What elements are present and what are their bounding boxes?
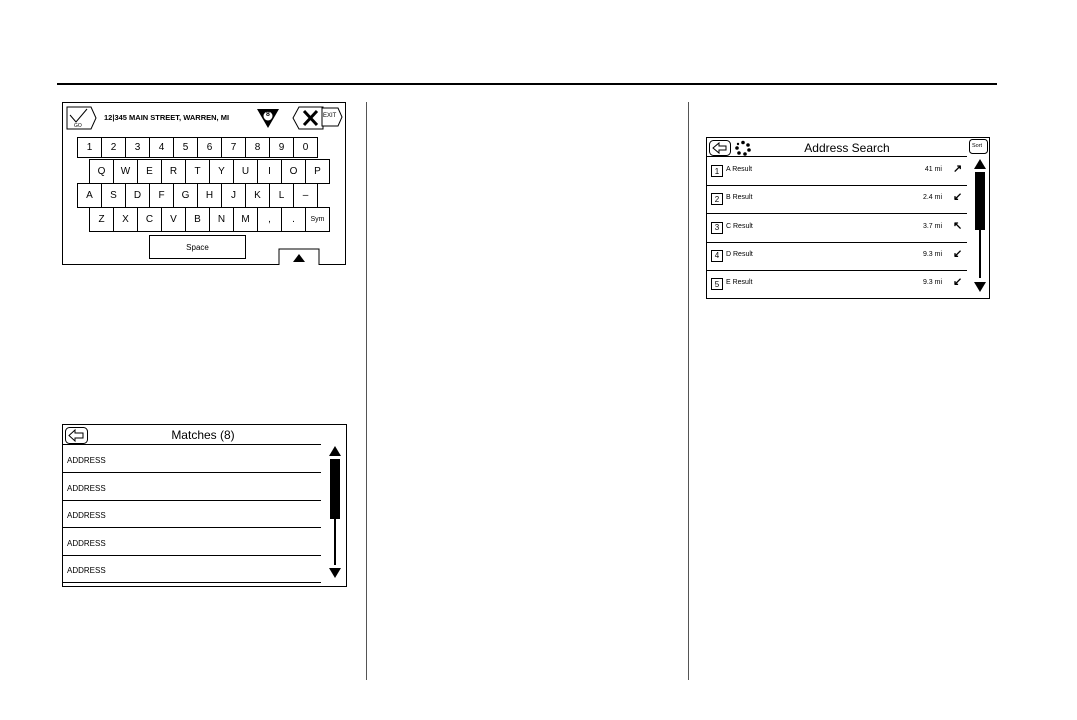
result-distance: 9.3 mi [922, 279, 942, 287]
exit-label: EXIT [323, 113, 337, 119]
result-distance: 9.3 mi [922, 250, 942, 258]
key-0[interactable]: 0 [293, 137, 318, 158]
key-s[interactable]: S [101, 183, 126, 208]
result-number: 5 [711, 278, 723, 290]
key-a[interactable]: A [77, 183, 102, 208]
table-row[interactable] [707, 242, 967, 270]
scrollbar[interactable] [326, 443, 344, 583]
list-item-label: ADDRESS [67, 511, 106, 520]
result-name: D Result [726, 250, 753, 258]
keyboard-screen [62, 102, 346, 265]
back-button[interactable] [65, 427, 88, 444]
page-title: Matches (8) [171, 428, 235, 442]
direction-arrow-icon: ↙ [953, 276, 963, 289]
key-7[interactable]: 7 [221, 137, 246, 158]
backspace-icon [291, 105, 325, 131]
column-divider-right [688, 102, 689, 680]
key-r[interactable]: R [161, 159, 186, 184]
address-input[interactable]: 12|345 MAIN STREET, WARREN, MI [104, 113, 230, 122]
key-dash[interactable]: – [293, 183, 318, 208]
column-divider-left [366, 102, 367, 680]
key-n[interactable]: N [209, 207, 234, 232]
direction-arrow-icon: ↙ [953, 247, 963, 260]
result-number: 4 [711, 250, 723, 262]
loading-spinner-icon [733, 140, 753, 156]
space-key[interactable]: Space [149, 235, 246, 259]
table-row[interactable] [707, 157, 967, 185]
key-d[interactable]: D [125, 183, 150, 208]
key-m[interactable]: M [233, 207, 258, 232]
go-label: GO [74, 123, 82, 129]
list-item-label: ADDRESS [67, 483, 106, 493]
scroll-up-icon [329, 446, 341, 456]
result-name: A Result [726, 166, 753, 173]
result-distance: 41 mi [924, 166, 942, 173]
result-name: B Result [726, 194, 753, 202]
scrollbar-graphic [326, 443, 344, 583]
list-item-label: ADDRESS [67, 566, 106, 575]
key-p[interactable]: P [305, 159, 330, 184]
list-item-label: ADDRESS [67, 456, 106, 465]
list-item[interactable] [63, 500, 321, 527]
key-w[interactable]: W [113, 159, 138, 184]
direction-arrow-icon: ↙ [953, 191, 963, 204]
matches-screen [62, 424, 347, 587]
row-divider [63, 582, 321, 583]
go-button[interactable] [65, 105, 97, 131]
key-9[interactable]: 9 [269, 137, 294, 158]
list-item-label: ADDRESS [67, 538, 106, 548]
backspace-button[interactable] [291, 105, 325, 131]
key-4[interactable]: 4 [149, 137, 174, 158]
result-name: C Result [726, 222, 753, 230]
list-item[interactable] [63, 473, 321, 500]
direction-arrow-icon: ↖ [953, 219, 963, 232]
key-3[interactable]: 3 [125, 137, 150, 158]
result-distance: 2.4 mi [922, 194, 942, 202]
match-count-badge[interactable] [256, 107, 280, 129]
sort-label: Sort [972, 143, 983, 149]
key-period[interactable]: . [281, 207, 306, 232]
key-k[interactable]: K [245, 183, 270, 208]
scrollbar[interactable] [971, 156, 989, 296]
key-e[interactable]: E [137, 159, 162, 184]
row-divider [707, 298, 967, 299]
back-button[interactable] [709, 140, 731, 156]
list-item[interactable] [63, 528, 321, 555]
key-6[interactable]: 6 [197, 137, 222, 158]
result-number: 2 [711, 193, 723, 205]
result-number: 3 [711, 222, 723, 234]
scroll-down-icon [329, 568, 341, 578]
key-h[interactable]: H [197, 183, 222, 208]
match-count: 8 [266, 111, 270, 118]
key-5[interactable]: 5 [173, 137, 198, 158]
key-v[interactable]: V [161, 207, 186, 232]
key-i[interactable]: I [257, 159, 282, 184]
key-b[interactable]: B [185, 207, 210, 232]
key-y[interactable]: Y [209, 159, 234, 184]
key-o[interactable]: O [281, 159, 306, 184]
result-name: E Result [726, 279, 753, 287]
top-rule [57, 83, 997, 85]
key-x[interactable]: X [113, 207, 138, 232]
key-f[interactable]: F [149, 183, 174, 208]
scroll-up-icon [974, 159, 986, 169]
table-row[interactable] [707, 270, 967, 298]
table-row[interactable] [707, 185, 967, 213]
key-t[interactable]: T [185, 159, 210, 184]
table-row[interactable] [707, 214, 967, 242]
key-j[interactable]: J [221, 183, 246, 208]
list-item[interactable] [63, 555, 321, 582]
up-triangle-icon [277, 245, 321, 265]
key-1[interactable]: 1 [77, 137, 102, 158]
direction-arrow-icon: ↗ [953, 163, 963, 175]
list-item[interactable] [63, 445, 321, 472]
exit-button[interactable] [321, 107, 343, 127]
key-l[interactable]: L [269, 183, 294, 208]
back-arrow-icon [65, 427, 88, 444]
key-u[interactable]: U [233, 159, 258, 184]
key-c[interactable]: C [137, 207, 162, 232]
key-comma[interactable]: , [257, 207, 282, 232]
page-title: Address Search [804, 141, 890, 155]
address-search-screen [706, 137, 990, 299]
scrollbar-graphic [971, 156, 989, 296]
sort-button[interactable] [969, 139, 989, 155]
shift-key[interactable] [277, 245, 321, 265]
key-q[interactable]: Q [89, 159, 114, 184]
key-2[interactable]: 2 [101, 137, 126, 158]
result-distance: 3.7 mi [922, 222, 942, 230]
scroll-down-icon [974, 282, 986, 292]
back-arrow-icon [709, 140, 731, 156]
key-sym[interactable]: Sym [305, 207, 330, 232]
key-g[interactable]: G [173, 183, 198, 208]
key-8[interactable]: 8 [245, 137, 270, 158]
key-z[interactable]: Z [89, 207, 114, 232]
result-number: 1 [711, 165, 723, 177]
